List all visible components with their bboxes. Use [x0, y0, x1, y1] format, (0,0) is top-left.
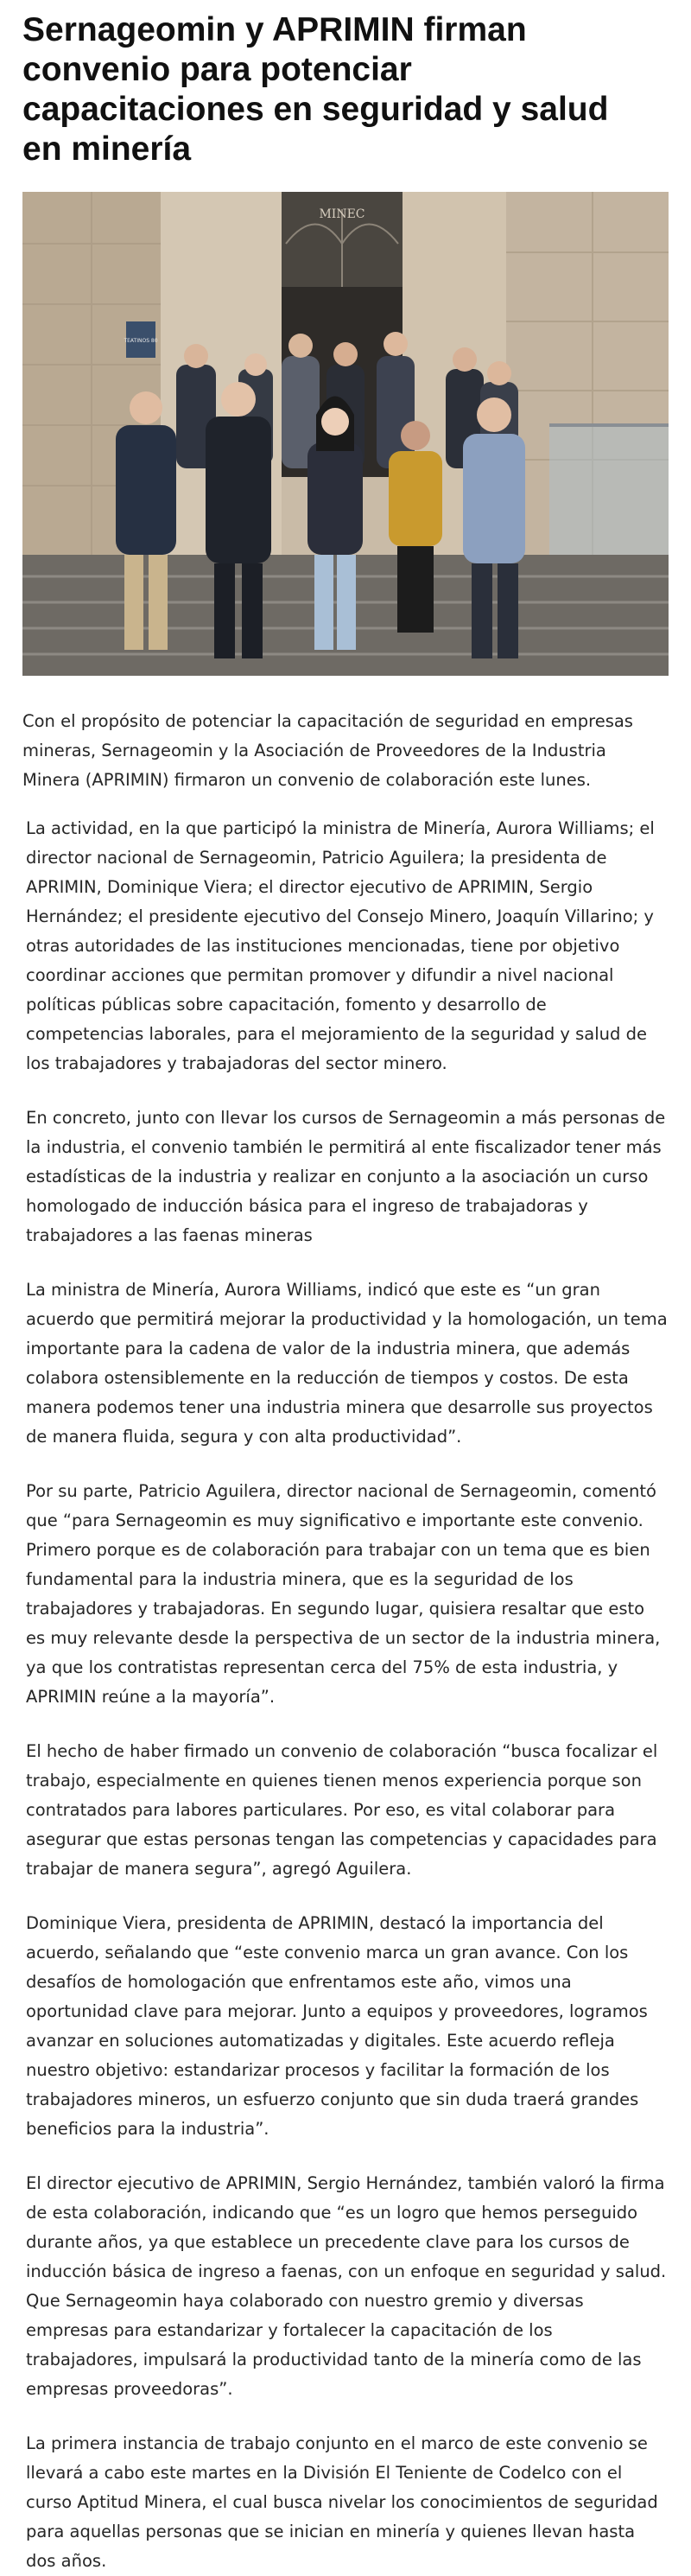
article-title: Sernageomin y APRIMIN firman convenio para potenciar capacitaciones en seguridad y salud en minería — [22, 11, 609, 168]
article-paragraph: El hecho de haber firmado un convenio de colaboración “busca focalizar el trabajo, especialmente en quienes tienen menos experiencia porque son contratados para labores particulares. Por eso, es vital colaborar para asegurar que estas personas tengan las competencias y capacidades para trabajar de manera segura”, agregó Aguilera. — [26, 1741, 658, 1879]
article-paragraph: Por su parte, Patricio Aguilera, director nacional de Sernageomin, comentó que “para Sernageomin es muy significativo e importante este convenio. Primero porque es de colaboración para trabajar con un tema que es bien fundamental para la industria minera, que es la seguridad de los trabajadores y trabajadoras. En segundo lugar, quisiera resaltar que esto es muy relevante desde la perspectiva de un sector de la industria minera, ya que los contratistas representan cerca del 75% de esta industria, y APRIMIN reúne a la mayoría”. — [26, 1481, 661, 1707]
article-lead: Con el propósito de potenciar la capacitación de seguridad en empresas mineras, Sernageomin y la Asociación de Proveedores de la Industria Minera (APRIMIN) firmaron un convenio de colaboración este lunes. — [22, 711, 633, 790]
building-plaque: TEATINOS 80 — [124, 338, 158, 344]
article-paragraph: Dominique Viera, presidenta de APRIMIN, destacó la importancia del acuerdo, señalando que “este convenio marca un gran avance. Con los desafíos de homologación que enfrentamos este año, vimos una oportunidad clave para mejorar. Junto a equipos y proveedores, logramos avanzar en soluciones automatizadas y digitales. Este acuerdo refleja nuestro objetivo: estandarizar procesos y facilitar la formación de los trabajadores mineros, un esfuerzo conjunto que sin duda traerá grandes beneficios para la industria”. — [26, 1913, 648, 2139]
entrance-sign: MINEC — [319, 207, 365, 221]
article-paragraph: En concreto, junto con llevar los cursos de Sernageomin a más personas de la industria, el convenio también le permitirá al ente fiscalizador tener más estadísticas de la industria y realizar en conjunto a la asociación un curso homologado de inducción básica para el ingreso de trabajadoras y trabajadores a las faenas mineras — [26, 1108, 666, 1245]
group-photo — [22, 192, 669, 676]
article-paragraph: La ministra de Minería, Aurora Williams, indicó que este es “un gran acuerdo que permitirá mejorar la productividad y la homologación, un tema importante para la cadena de valor de la industria minera, que además colabora ostensiblemente en la reducción de tiempos y costos. De esta manera podemos tener una industria minera que desarrolle sus proyectos de manera fluida, segura y con alta productividad”. — [26, 1280, 668, 1447]
article-paragraph: El director ejecutivo de APRIMIN, Sergio Hernández, también valoró la firma de esta colaboración, indicando que “es un logro que hemos perseguido durante años, ya que establece un precedente clave para los cursos de inducción básica de ingreso a faenas, con un enfoque en seguridad y salud. Que Sernageomin haya colaborado con nuestro gremio y diversas empresas para estandarizar y fortalecer la capacitación de los trabajadores, impulsará la productividad tanto de la minería como de las empresas proveedoras”. — [26, 2173, 667, 2399]
article-paragraph: La primera instancia de trabajo conjunto en el marco de este convenio se llevará a cabo este martes en la División El Teniente de Codelco con el curso Aptitud Minera, el cual busca nivelar los conocimientos de seguridad para aquellas personas que se inician en minería y quienes llevan hasta dos años. — [26, 2433, 658, 2571]
article — [0, 10, 691, 2576]
article-paragraph: La actividad, en la que participó la ministra de Minería, Aurora Williams; el director nacional de Sernageomin, Patricio Aguilera; la presidenta de APRIMIN, Dominique Viera; el director ejecutivo de APRIMIN, Sergio Hernández; el presidente ejecutivo del Consejo Minero, Joaquín Villarino; y otras autoridades de las instituciones mencionadas, tiene por objetivo coordinar acciones que permitan promover y difundir a nivel nacional políticas públicas sobre capacitación, fomento y desarrollo de competencias laborales, para el mejoramiento de la seguridad y salud de los trabajadores y trabajadoras del sector minero. — [26, 818, 655, 1073]
group-photo-illustration — [22, 192, 669, 676]
